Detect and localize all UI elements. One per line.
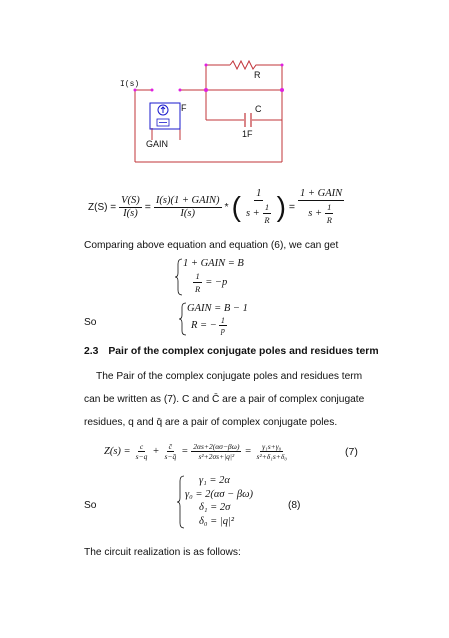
section-heading	[84, 346, 379, 357]
system-1: 1 + GAIN = B $\frac{1}{R}$ = −p	[183, 258, 244, 295]
comparing-text: Comparing above equation and equation (6), we can get	[84, 240, 339, 251]
eq1-frac-1: $\frac{V(S)}{I(s)}$	[121, 194, 140, 219]
equation-impedance: Z(S) = $\frac{V(S)}{I(s)}$ = $\frac{\text{I(s)(1 + GAIN)}}{I(s)}$ * ( 1 s + $\frac{1}{R}$ ) = 1 + GAIN s + $\frac{1}{R}$	[88, 188, 343, 225]
section-number: 2.3	[84, 346, 99, 357]
system-3: γ₁ = 2α γ₀ = 2(ασ − βω) δ₁ = 2σ δ₀ = |q|²	[185, 474, 253, 528]
system-2: GAIN = B − 1 R = − $\frac{1}{p}$	[187, 302, 248, 335]
equation-8-number: (8)	[288, 500, 301, 511]
so-label-1: So	[84, 317, 97, 328]
circuit-diagram	[0, 0, 449, 170]
eq1-frac-2: $\frac{\text{I(s)(1 + GAIN)}}{I(s)}$	[155, 194, 220, 219]
paragraph-line-2: can be written as (7). C and C̄ are a pair of complex conjugate	[84, 394, 365, 405]
circuit-nodes	[134, 64, 285, 93]
section-title: Pair of the complex conjugate poles and residues term	[108, 346, 379, 357]
resistor-symbol	[230, 61, 258, 69]
eq1-lhs: Z(S) =	[88, 201, 117, 213]
capacitor-value: 1F	[242, 129, 253, 139]
circuit-input-label: I(s)	[120, 80, 140, 89]
equation-7: Z(s) = $\frac{c}{s-q}$ + $\frac{c̄}{s-q̄}$ = $\frac{2\alpha s+2(\alpha\sigma-\beta\omega)}{\text{s²+2σs+|q|²}}$ = $\frac{\text{γ₁s+γ₀}}{\text{s²+δ₁s+δ₀}}$	[104, 442, 287, 461]
resistor-label: R	[254, 70, 261, 80]
paragraph-line-1: The Pair of the complex conjugate poles and residues term	[96, 371, 363, 382]
equation-7-number: (7)	[345, 446, 358, 458]
so-label-2: So	[84, 500, 97, 511]
eq1-frac-4: 1 + GAIN s + $\frac{1}{R}$	[300, 188, 343, 225]
eq1-frac-3: 1 s + $\frac{1}{R}$	[245, 188, 270, 225]
capacitor-label: C	[255, 104, 262, 114]
source-label: F	[181, 103, 187, 113]
closing-text: The circuit realization is as follows:	[84, 547, 241, 558]
paragraph-line-3: residues, q and q̄ are a pair of complex conjugate poles.	[84, 417, 338, 428]
capacitor-symbol	[245, 113, 251, 127]
gain-box	[150, 103, 180, 129]
gain-label: GAIN	[146, 139, 169, 149]
